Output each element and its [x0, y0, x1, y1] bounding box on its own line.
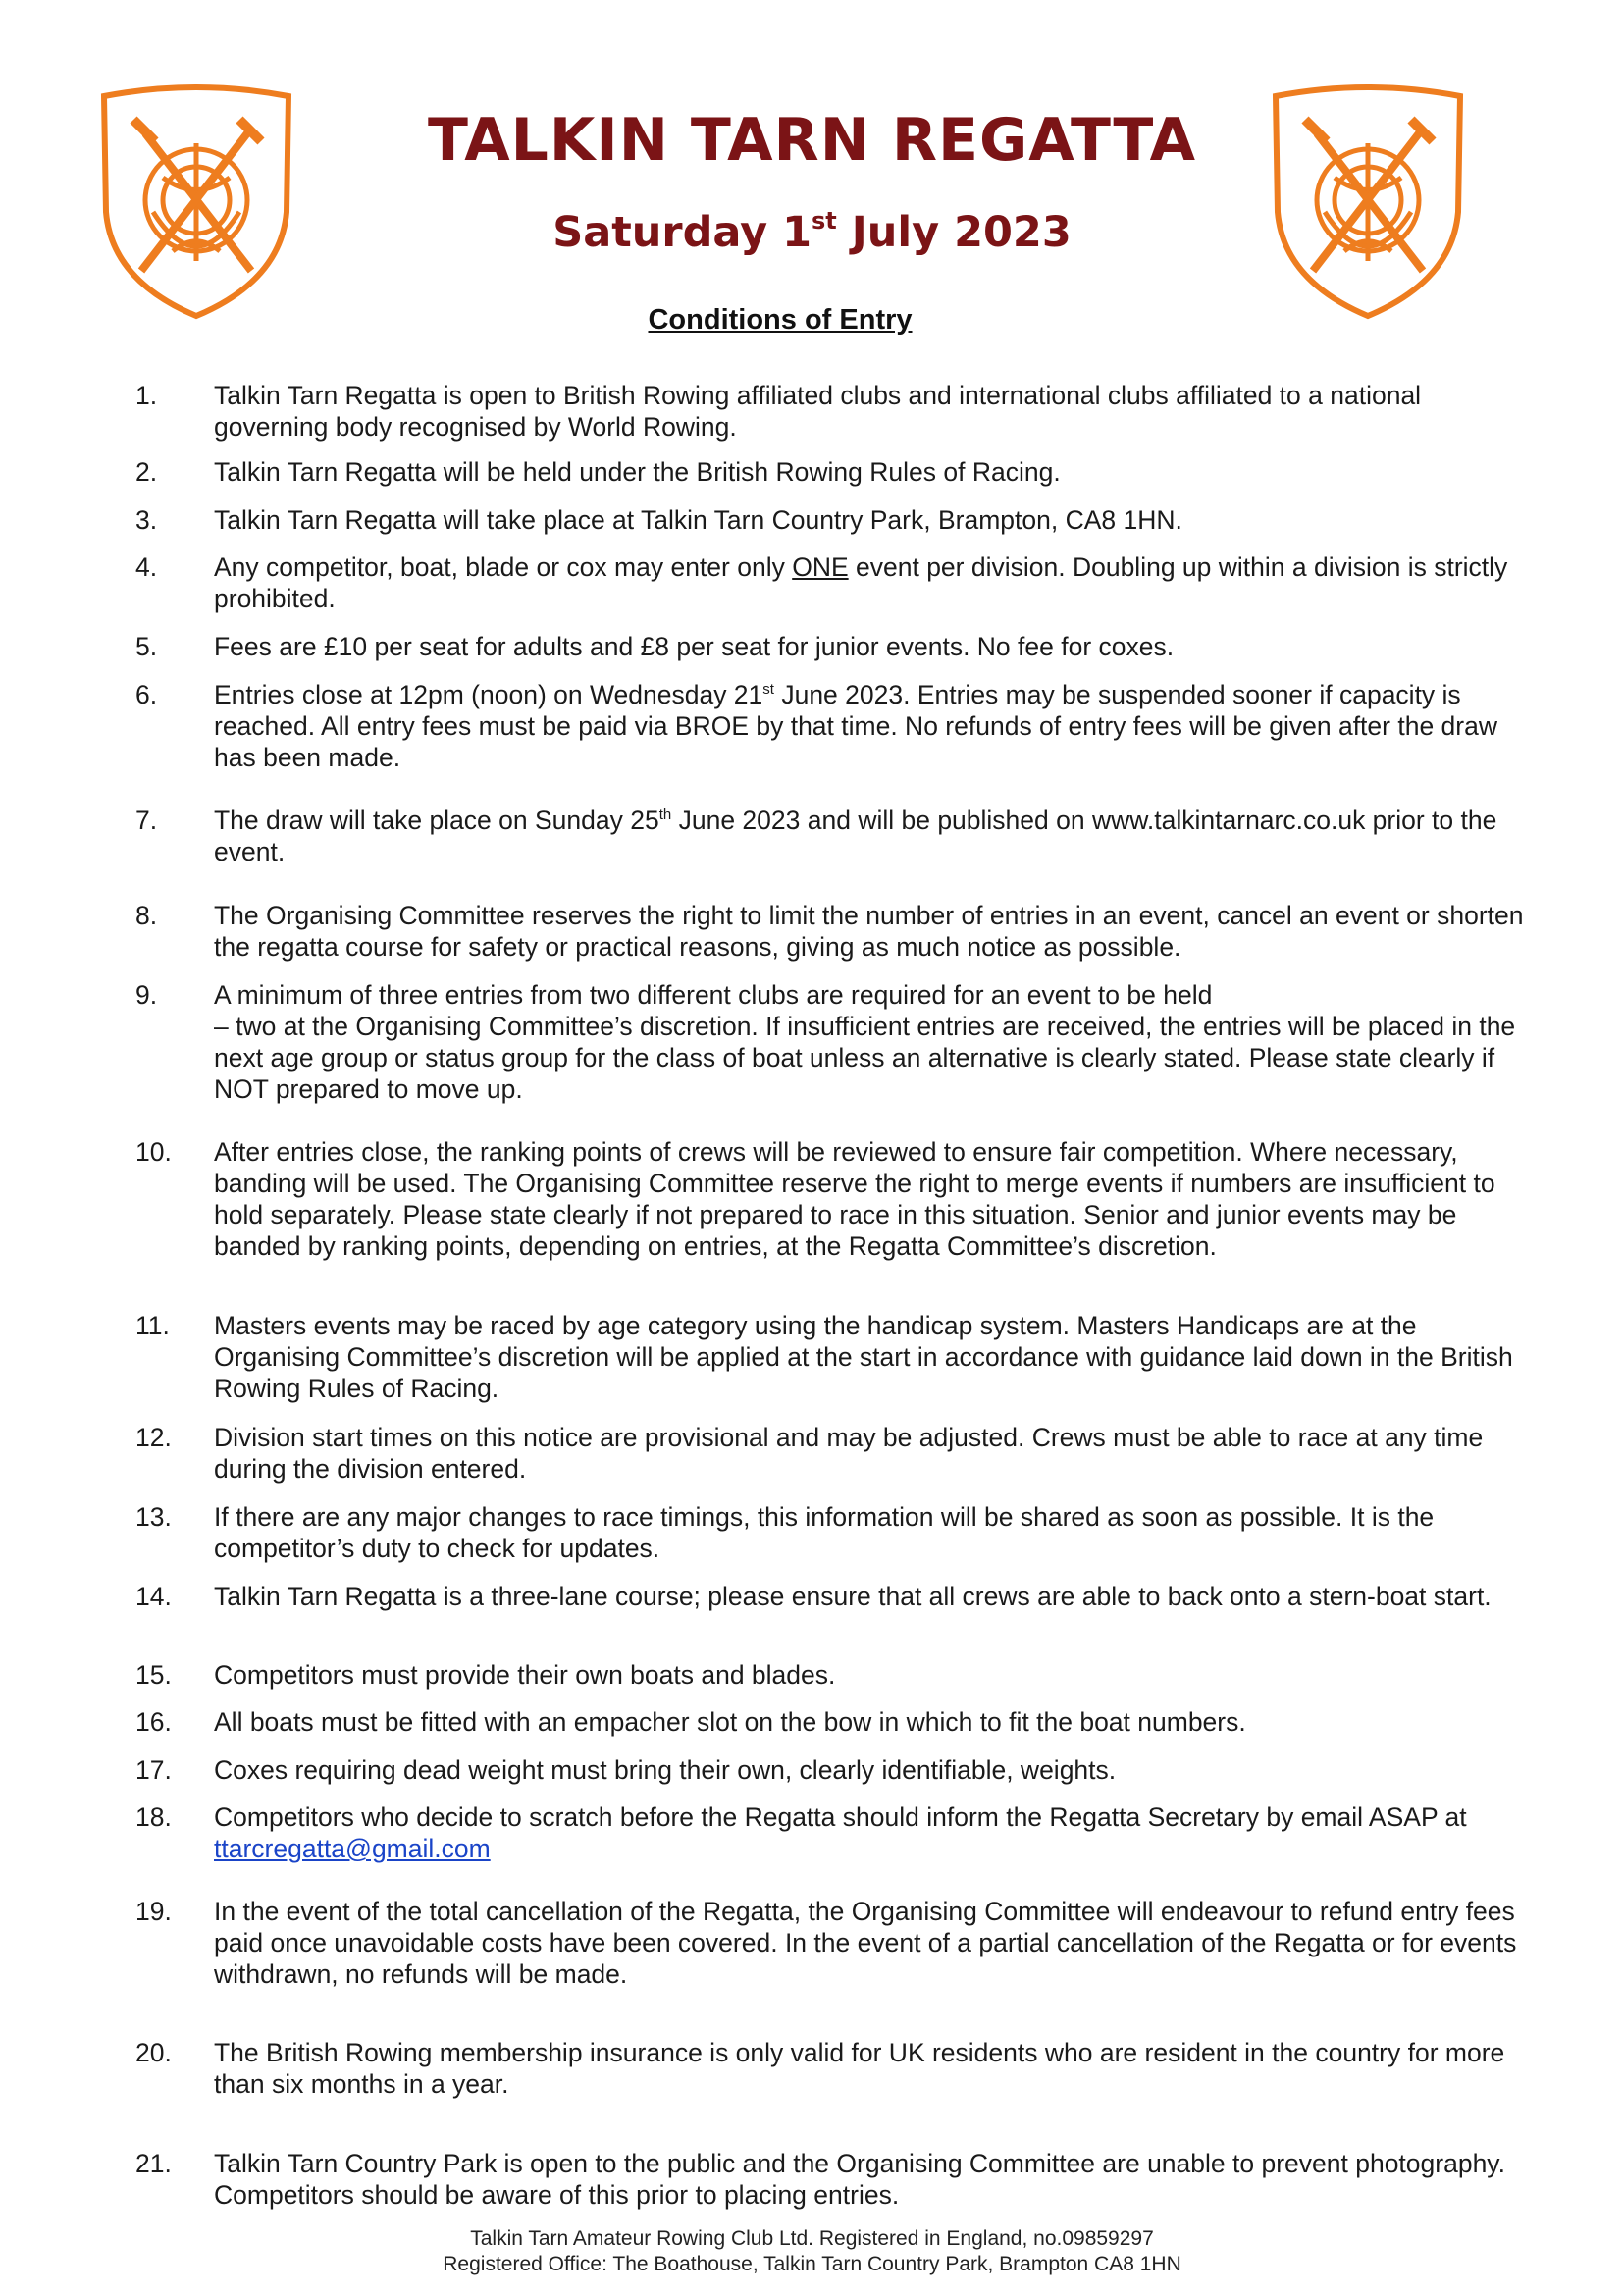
section-heading: Conditions of Entry — [648, 304, 913, 336]
footer-registration: Talkin Tarn Amateur Rowing Club Ltd. Registered in England, no.09859297 — [470, 2227, 1154, 2250]
page-title: TALKIN TARN REGATTA — [427, 106, 1197, 175]
event-date: Saturday 1st July 2023 — [552, 207, 1072, 257]
footer-address: Registered Office: The Boathouse, Talkin Tarn Country Park, Brampton CA8 1HN — [443, 2253, 1181, 2275]
email-link[interactable]: ttarcregatta@gmail.com — [214, 1834, 491, 1863]
